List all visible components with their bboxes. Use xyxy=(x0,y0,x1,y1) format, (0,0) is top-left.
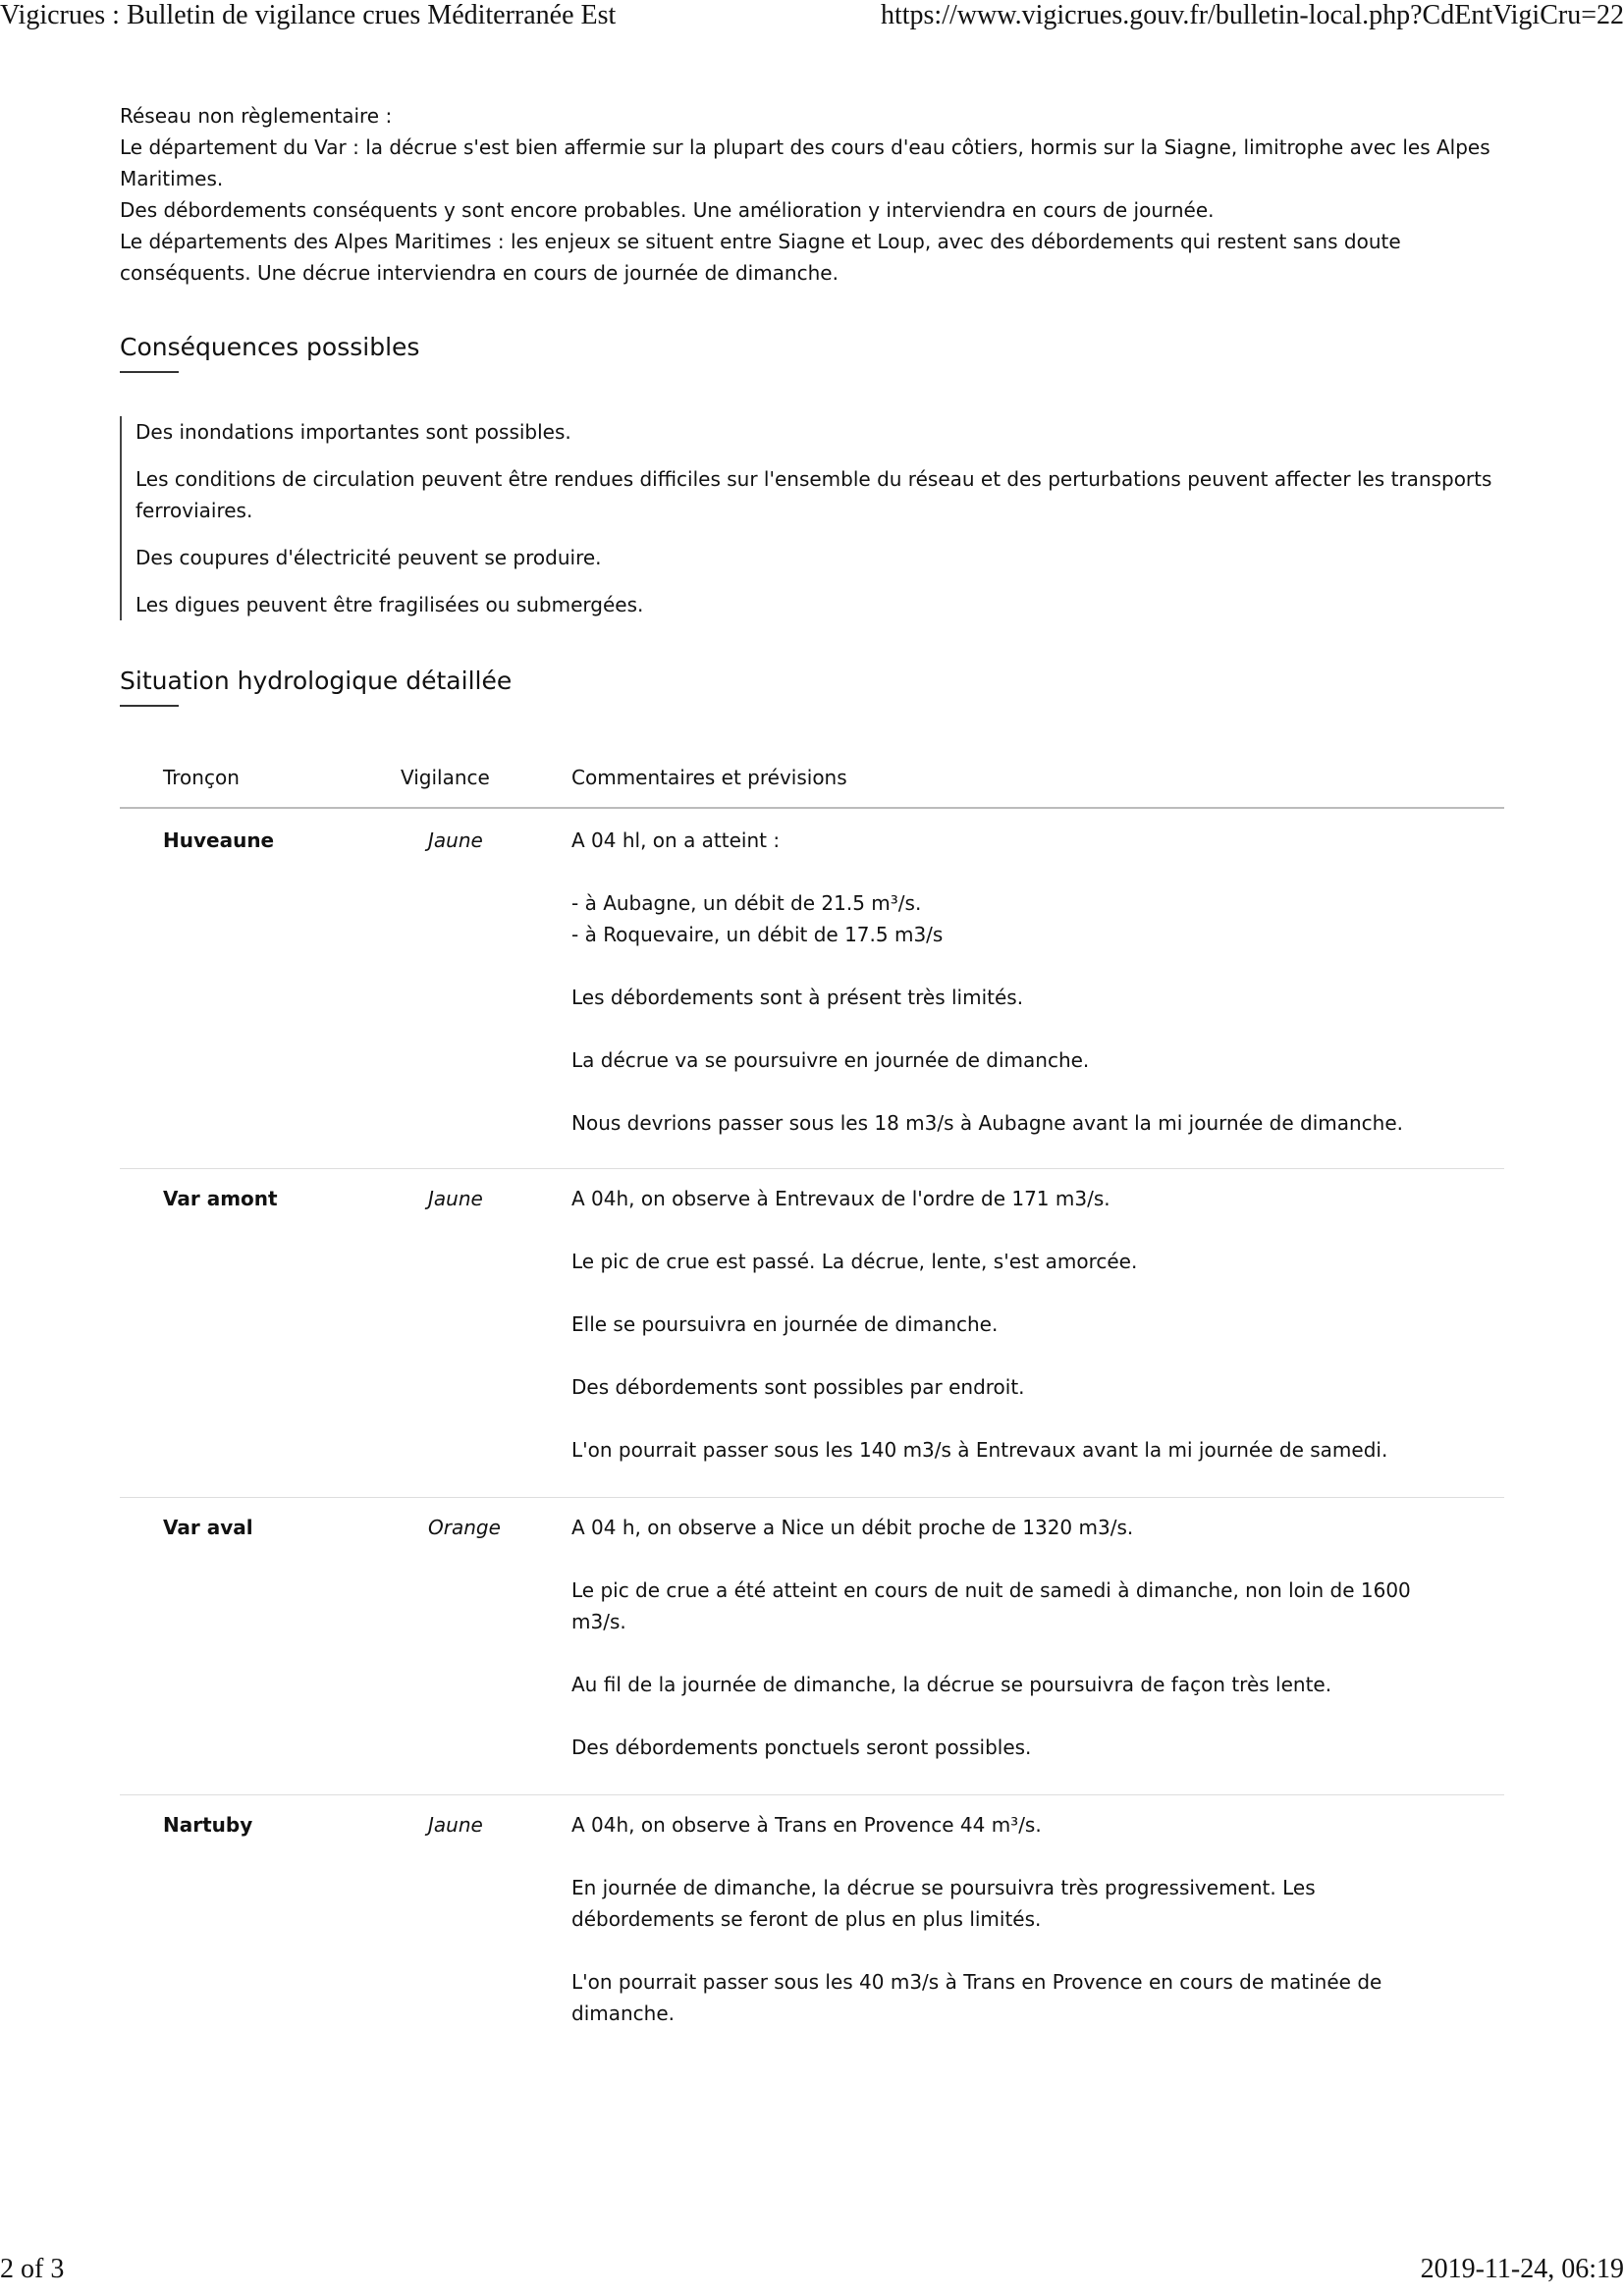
consequence-item: Les digues peuvent être fragilisées ou submergées. xyxy=(135,593,644,616)
comment-paragraph: A 04 hl, on a atteint : xyxy=(571,828,781,852)
comment-paragraph: En journée de dimanche, la décrue se poursuivra très progressivement. Les débordements se feront de plus en plus limités. xyxy=(571,1876,1316,1931)
print-footer xyxy=(0,2254,1624,2293)
troncon-name: Huveaune xyxy=(163,828,275,852)
comments-cell xyxy=(571,825,1455,1139)
comment-paragraph: A 04h, on observe à Entrevaux de l'ordre de 171 m3/s. xyxy=(571,1187,1110,1210)
situation-title: Situation hydrologique détaillée xyxy=(120,667,513,695)
table-row-var-amont xyxy=(120,1169,1504,1498)
print-datetime: 2019-11-24, 06:19 xyxy=(1420,2254,1624,2284)
vigilance-level: Jaune xyxy=(428,1187,483,1210)
consequence-item: Des inondations importantes sont possibles. xyxy=(135,420,571,444)
table-row-huveaune xyxy=(120,809,1504,1169)
comment-paragraph: Des débordements ponctuels seront possibles. xyxy=(571,1735,1032,1759)
header-vigilance: Vigilance xyxy=(401,766,490,789)
comment-paragraph: La décrue va se poursuivre en journée de dimanche. xyxy=(571,1048,1090,1072)
header-troncon: Tronçon xyxy=(163,766,240,789)
consequences-list xyxy=(120,416,1504,620)
comment-paragraph: A 04h, on observe à Trans en Provence 44 m³/s. xyxy=(571,1813,1042,1837)
troncon-name: Nartuby xyxy=(163,1813,253,1837)
intro-line: Des débordements conséquents y sont encore probables. Une amélioration y interviendra en cours de journée. xyxy=(120,198,1215,222)
print-header xyxy=(0,0,1624,39)
vigilance-level: Jaune xyxy=(428,1813,483,1837)
comment-paragraph: Nous devrions passer sous les 18 m3/s à Aubagne avant la mi journée de dimanche. xyxy=(571,1111,1403,1135)
comment-paragraph: Le pic de crue est passé. La décrue, lente, s'est amorcée. xyxy=(571,1250,1138,1273)
comment-paragraph: Le pic de crue a été atteint en cours de nuit de samedi à dimanche, non loin de 1600 m3/s. xyxy=(571,1578,1411,1633)
comments-cell xyxy=(571,1512,1455,1763)
intro-line: Réseau non règlementaire : xyxy=(120,104,393,128)
vigilance-level: Jaune xyxy=(428,828,483,852)
intro-text xyxy=(120,100,1504,289)
table-row-var-aval xyxy=(120,1498,1504,1795)
comments-cell xyxy=(571,1183,1455,1466)
table-row-nartuby xyxy=(120,1795,1504,2070)
consequences-title: Conséquences possibles xyxy=(120,333,420,361)
comment-paragraph: L'on pourrait passer sous les 40 m3/s à Trans en Provence en cours de matinée de dimanche. xyxy=(571,1970,1382,2025)
print-header-url: https://www.vigicrues.gouv.fr/bulletin-local.php?CdEntVigiCru=22 xyxy=(880,0,1624,30)
comment-paragraph: L'on pourrait passer sous les 140 m3/s à Entrevaux avant la mi journée de samedi. xyxy=(571,1438,1388,1462)
comment-paragraph: Au fil de la journée de dimanche, la décrue se poursuivra de façon très lente. xyxy=(571,1673,1332,1696)
comment-paragraph: Les débordements sont à présent très limités. xyxy=(571,986,1024,1009)
troncon-name: Var amont xyxy=(163,1187,278,1210)
page-number: 2 of 3 xyxy=(0,2254,65,2284)
print-header-title: Vigicrues : Bulletin de vigilance crues Méditerranée Est xyxy=(0,0,617,30)
comment-paragraph: Des débordements sont possibles par endroit. xyxy=(571,1375,1025,1399)
intro-line: Le département du Var : la décrue s'est bien affermie sur la plupart des cours d'eau côtiers, hormis sur la Siagne, limitrophe avec les Alpes Maritimes. xyxy=(120,135,1490,190)
consequence-item: Les conditions de circulation peuvent être rendues difficiles sur l'ensemble du réseau et des perturbations peuvent affecter les transports ferroviaires. xyxy=(135,467,1492,522)
troncon-name: Var aval xyxy=(163,1516,253,1539)
comments-cell xyxy=(571,1809,1455,2029)
situation-table xyxy=(120,756,1504,2070)
table-header xyxy=(120,756,1504,809)
header-comments: Commentaires et prévisions xyxy=(571,766,847,789)
comment-paragraph: A 04 h, on observe a Nice un débit proche de 1320 m3/s. xyxy=(571,1516,1134,1539)
consequences-title-rule xyxy=(120,371,179,373)
intro-line: Le départements des Alpes Maritimes : les enjeux se situent entre Siagne et Loup, avec des débordements qui restent sans doute conséquents. Une décrue interviendra en cours de journée de dimanche. xyxy=(120,230,1401,285)
comment-paragraph: Elle se poursuivra en journée de dimanche. xyxy=(571,1312,999,1336)
vigilance-level: Orange xyxy=(428,1516,501,1539)
situation-title-rule xyxy=(120,705,179,707)
comment-paragraph: - à Aubagne, un débit de 21.5 m³/s. - à Roquevaire, un débit de 17.5 m3/s xyxy=(571,891,944,946)
consequence-item: Des coupures d'électricité peuvent se produire. xyxy=(135,546,602,569)
